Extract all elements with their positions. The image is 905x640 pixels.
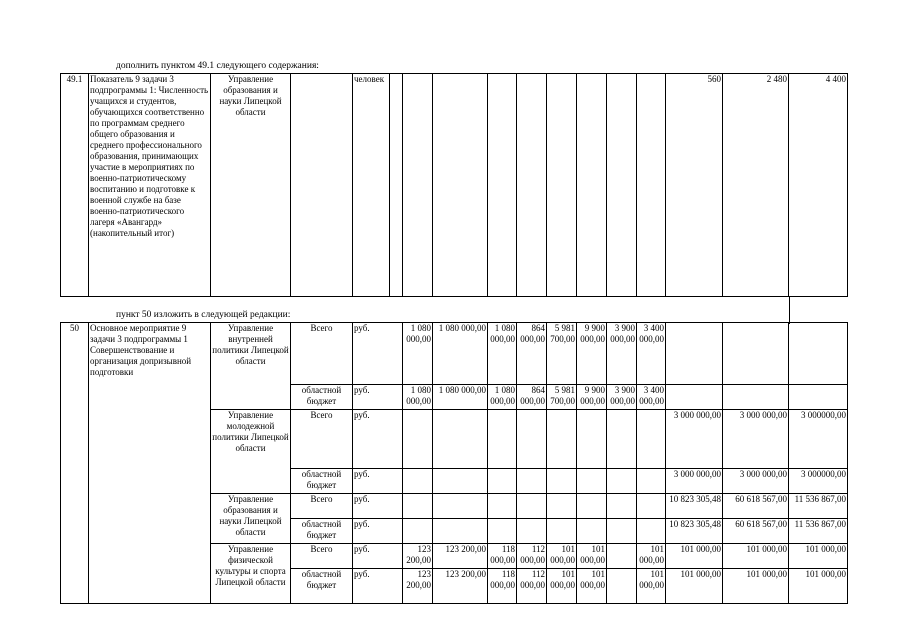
value-cell: 9 900 000,00 <box>577 323 607 385</box>
value-cell: 560 <box>666 74 723 297</box>
value-cell <box>547 519 577 544</box>
executor-cell: Управление образования и науки Липецкой области <box>211 74 291 297</box>
unit-cell: руб. <box>353 323 403 385</box>
value-cell <box>433 494 488 519</box>
value-cell: 1 080 000,00 <box>433 385 488 410</box>
value-cell: 4 400 <box>789 74 848 297</box>
value-cell: 60 618 567,00 <box>723 519 789 544</box>
value-cell: 3 900 000,00 <box>607 385 637 410</box>
executor-cell: Управление молодежной политики Липецкой области <box>211 410 291 494</box>
value-cell: 864 000,00 <box>517 323 547 385</box>
value-cell <box>517 519 547 544</box>
unit-cell: руб. <box>353 410 403 469</box>
value-cell <box>607 544 637 569</box>
intro-text-50: пункт 50 изложить в следующей редакции: <box>116 310 291 320</box>
value-cell <box>403 410 433 469</box>
funding-source-cell: областной бюджет <box>291 569 353 604</box>
value-cell: 1 080 000,00 <box>488 385 517 410</box>
empty-cell <box>291 74 353 297</box>
value-cell: 118 000,00 <box>488 544 517 569</box>
value-cell: 60 618 567,00 <box>723 494 789 519</box>
value-cell <box>488 494 517 519</box>
value-cell <box>577 469 607 494</box>
unit-cell: человек <box>353 74 390 297</box>
value-cell <box>607 569 637 604</box>
funding-source-cell: областной бюджет <box>291 385 353 410</box>
value-cell: 5 981 700,00 <box>547 385 577 410</box>
table-row-49-1 <box>60 73 848 297</box>
value-cell: 3 900 000,00 <box>607 323 637 385</box>
funding-source-cell: Всего <box>291 544 353 569</box>
unit-cell: руб. <box>353 469 403 494</box>
value-cell <box>789 385 848 410</box>
empty-cell <box>547 74 577 297</box>
value-cell: 864 000,00 <box>517 385 547 410</box>
value-cell <box>488 469 517 494</box>
value-cell: 3 000000,00 <box>789 410 848 469</box>
divider-line <box>789 296 790 324</box>
empty-cell <box>517 74 547 297</box>
table-row-50 <box>60 322 848 604</box>
funding-source-cell: областной бюджет <box>291 519 353 544</box>
value-cell <box>607 519 637 544</box>
indicator-name: Показатель 9 задачи 3 подпрограммы 1: Численность учащихся и студентов, обучающихся соответственно по программам среднего общего образования и среднего профессионального образования, принимающих участие в мероприятиях по военно-патриотическому воспитанию и подготовке к военной службе на базе военно-патриотического лагеря «Авангард» (накопительный итог) <box>89 74 211 297</box>
executor-cell: Управление образования и науки Липецкой области <box>211 494 291 544</box>
value-cell: 11 536 867,00 <box>789 519 848 544</box>
executor-cell: Управление физической культуры и спорта Липецкой области <box>211 544 291 604</box>
value-cell: 10 823 305,48 <box>666 519 723 544</box>
value-cell: 101 000,00 <box>547 544 577 569</box>
value-cell: 101 000,00 <box>789 544 848 569</box>
value-cell <box>403 469 433 494</box>
value-cell <box>723 385 789 410</box>
value-cell: 101 000,00 <box>789 569 848 604</box>
value-cell: 101 000,00 <box>666 544 723 569</box>
unit-cell: руб. <box>353 519 403 544</box>
value-cell: 101 000,00 <box>723 544 789 569</box>
value-cell <box>637 469 666 494</box>
value-cell <box>577 519 607 544</box>
value-cell: 9 900 000,00 <box>577 385 607 410</box>
value-cell: 101 000,00 <box>637 569 666 604</box>
empty-cell <box>433 74 488 297</box>
unit-cell: руб. <box>353 544 403 569</box>
value-cell: 123 200,00 <box>433 544 488 569</box>
value-cell <box>433 410 488 469</box>
value-cell: 2 480 <box>723 74 789 297</box>
table-row <box>61 323 848 385</box>
value-cell <box>577 410 607 469</box>
empty-cell <box>403 74 433 297</box>
value-cell: 1 080 000,00 <box>488 323 517 385</box>
value-cell <box>488 410 517 469</box>
value-cell <box>547 469 577 494</box>
value-cell <box>607 469 637 494</box>
value-cell: 10 823 305,48 <box>666 494 723 519</box>
value-cell <box>607 494 637 519</box>
value-cell <box>517 469 547 494</box>
empty-cell <box>607 74 637 297</box>
value-cell: 112 000,00 <box>517 544 547 569</box>
value-cell: 101 000,00 <box>723 569 789 604</box>
intro-text-49-1: дополнить пунктом 49.1 следующего содержания: <box>116 61 319 71</box>
value-cell <box>433 469 488 494</box>
empty-cell <box>390 74 403 297</box>
unit-cell: руб. <box>353 569 403 604</box>
executor-cell: Управление внутренней политики Липецкой области <box>211 323 291 410</box>
value-cell: 123 200,00 <box>433 569 488 604</box>
value-cell: 5 981 700,00 <box>547 323 577 385</box>
value-cell: 123 200,00 <box>403 569 433 604</box>
activity-name: Основное мероприятие 9 задачи 3 подпрограммы 1 Совершенствование и организация допризывной подготовки <box>89 323 211 604</box>
value-cell: 3 000000,00 <box>789 469 848 494</box>
value-cell <box>547 494 577 519</box>
funding-source-cell: Всего <box>291 410 353 469</box>
value-cell: 101 000,00 <box>637 544 666 569</box>
unit-cell: руб. <box>353 494 403 519</box>
value-cell: 1 080 000,00 <box>403 323 433 385</box>
value-cell: 3 400 000,00 <box>637 323 666 385</box>
value-cell <box>517 410 547 469</box>
value-cell <box>547 410 577 469</box>
value-cell: 101 000,00 <box>577 569 607 604</box>
value-cell: 101 000,00 <box>666 569 723 604</box>
value-cell <box>517 494 547 519</box>
row-number: 50 <box>61 323 89 604</box>
value-cell <box>637 519 666 544</box>
value-cell <box>433 519 488 544</box>
value-cell: 1 080 000,00 <box>403 385 433 410</box>
value-cell: 123 200,00 <box>403 544 433 569</box>
value-cell <box>403 494 433 519</box>
value-cell <box>789 323 848 385</box>
funding-source-cell: Всего <box>291 494 353 519</box>
value-cell: 118 000,00 <box>488 569 517 604</box>
value-cell: 112 000,00 <box>517 569 547 604</box>
value-cell <box>577 494 607 519</box>
value-cell <box>637 410 666 469</box>
value-cell <box>403 519 433 544</box>
value-cell: 3 000 000,00 <box>723 410 789 469</box>
value-cell <box>607 410 637 469</box>
funding-source-cell: Всего <box>291 323 353 385</box>
value-cell: 101 000,00 <box>577 544 607 569</box>
empty-cell <box>637 74 666 297</box>
value-cell: 11 536 867,00 <box>789 494 848 519</box>
empty-cell <box>488 74 517 297</box>
unit-cell: руб. <box>353 385 403 410</box>
value-cell: 3 000 000,00 <box>723 469 789 494</box>
value-cell: 101 000,00 <box>547 569 577 604</box>
value-cell <box>666 323 723 385</box>
value-cell <box>488 519 517 544</box>
empty-cell <box>577 74 607 297</box>
row-number: 49.1 <box>61 74 89 297</box>
value-cell <box>723 323 789 385</box>
value-cell: 1 080 000,00 <box>433 323 488 385</box>
value-cell: 3 400 000,00 <box>637 385 666 410</box>
value-cell: 3 000 000,00 <box>666 469 723 494</box>
value-cell: 3 000 000,00 <box>666 410 723 469</box>
value-cell <box>666 385 723 410</box>
value-cell <box>637 494 666 519</box>
funding-source-cell: областной бюджет <box>291 469 353 494</box>
